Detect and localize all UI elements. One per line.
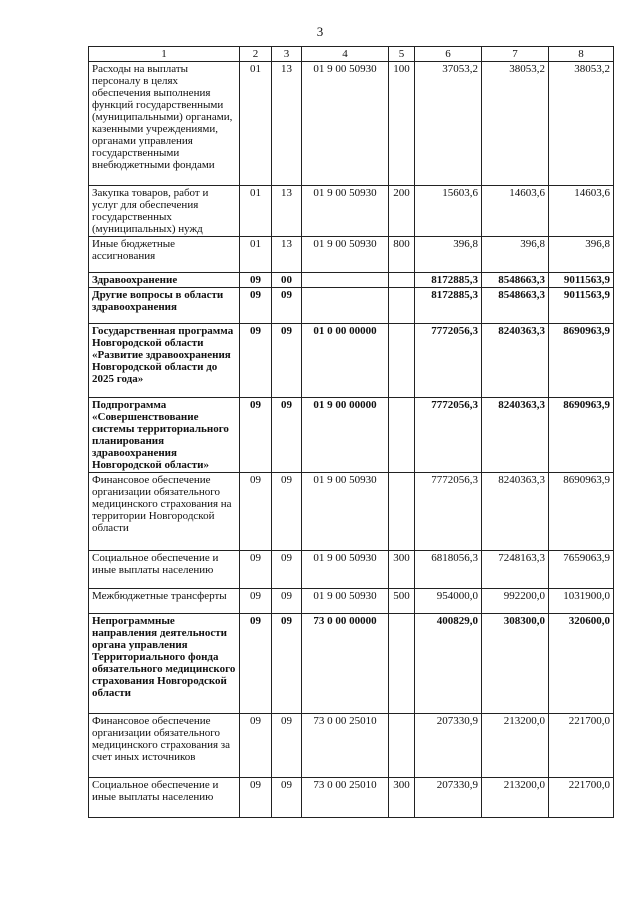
subsection-code-cell: 09	[272, 778, 302, 818]
column-header: 1	[89, 47, 240, 62]
budget-table	[88, 46, 614, 818]
subsection-code-cell: 09	[272, 614, 302, 714]
value-year3-cell: 320600,0	[549, 614, 614, 714]
expense-type-cell: 800	[389, 237, 415, 273]
value-year1-cell: 8172885,3	[415, 273, 482, 288]
expense-type-cell: 300	[389, 778, 415, 818]
subsection-code-cell: 09	[272, 589, 302, 614]
table-row	[89, 778, 614, 818]
target-article-cell	[302, 288, 389, 324]
value-year3-cell: 396,8	[549, 237, 614, 273]
expense-type-cell: 100	[389, 62, 415, 186]
subsection-code-cell: 13	[272, 62, 302, 186]
target-article-cell: 01 9 00 50930	[302, 473, 389, 551]
row-name-cell: Иные бюджетные ассигнования	[89, 237, 240, 273]
row-name-cell: Подпрограмма «Совершенствование системы территориального планирования здравоохранения Новгородской области»	[89, 398, 240, 473]
value-year1-cell: 207330,9	[415, 714, 482, 778]
value-year1-cell: 7772056,3	[415, 398, 482, 473]
subsection-code-cell: 00	[272, 273, 302, 288]
row-name-cell: Расходы на выплаты персоналу в целях обеспечения выполнения функций государственными (муниципальными) органами, казенными учреждениями, органами управления государственными внебюджетными фондами	[89, 62, 240, 186]
value-year2-cell: 8548663,3	[482, 288, 549, 324]
target-article-cell: 73 0 00 00000	[302, 614, 389, 714]
table-row	[89, 186, 614, 237]
value-year3-cell: 1031900,0	[549, 589, 614, 614]
value-year2-cell: 396,8	[482, 237, 549, 273]
value-year2-cell: 8240363,3	[482, 324, 549, 398]
value-year1-cell: 7772056,3	[415, 473, 482, 551]
value-year3-cell: 221700,0	[549, 714, 614, 778]
expense-type-cell	[389, 398, 415, 473]
table-row	[89, 398, 614, 473]
target-article-cell: 01 9 00 00000	[302, 398, 389, 473]
subsection-code-cell: 09	[272, 714, 302, 778]
value-year3-cell: 9011563,9	[549, 273, 614, 288]
value-year2-cell: 8240363,3	[482, 398, 549, 473]
expense-type-cell	[389, 324, 415, 398]
table-row	[89, 288, 614, 324]
row-name-cell: Финансовое обеспечение организации обязательного медицинского страхования на территории Новгородской области	[89, 473, 240, 551]
value-year2-cell: 7248163,3	[482, 551, 549, 589]
subsection-code-cell: 09	[272, 551, 302, 589]
expense-type-cell	[389, 714, 415, 778]
value-year3-cell: 8690963,9	[549, 398, 614, 473]
target-article-cell: 01 9 00 50930	[302, 237, 389, 273]
section-code-cell: 09	[240, 714, 272, 778]
section-code-cell: 09	[240, 273, 272, 288]
value-year1-cell: 37053,2	[415, 62, 482, 186]
section-code-cell: 01	[240, 62, 272, 186]
row-name-cell: Закупка товаров, работ и услуг для обеспечения государственных (муниципальных) нужд	[89, 186, 240, 237]
row-name-cell: Другие вопросы в области здравоохранения	[89, 288, 240, 324]
target-article-cell: 01 9 00 50930	[302, 589, 389, 614]
value-year3-cell: 7659063,9	[549, 551, 614, 589]
value-year3-cell: 8690963,9	[549, 324, 614, 398]
table-row	[89, 473, 614, 551]
subsection-code-cell: 09	[272, 324, 302, 398]
table-row	[89, 324, 614, 398]
subsection-code-cell: 09	[272, 473, 302, 551]
table-header-row	[89, 47, 614, 62]
row-name-cell: Социальное обеспечение и иные выплаты населению	[89, 778, 240, 818]
row-name-cell: Непрограммные направления деятельности органа управления Территориального фонда обязательного медицинского страхования Новгородской области	[89, 614, 240, 714]
row-name-cell: Межбюджетные трансферты	[89, 589, 240, 614]
value-year2-cell: 8548663,3	[482, 273, 549, 288]
subsection-code-cell: 13	[272, 237, 302, 273]
expense-type-cell	[389, 273, 415, 288]
value-year2-cell: 308300,0	[482, 614, 549, 714]
column-header: 2	[240, 47, 272, 62]
subsection-code-cell: 13	[272, 186, 302, 237]
table-row	[89, 237, 614, 273]
row-name-cell: Здравоохранение	[89, 273, 240, 288]
page-number: 3	[316, 24, 324, 39]
section-code-cell: 09	[240, 551, 272, 589]
value-year2-cell: 213200,0	[482, 714, 549, 778]
value-year3-cell: 38053,2	[549, 62, 614, 186]
expense-type-cell: 500	[389, 589, 415, 614]
section-code-cell: 01	[240, 186, 272, 237]
target-article-cell: 01 9 00 50930	[302, 186, 389, 237]
table-body	[89, 47, 614, 818]
column-header: 5	[389, 47, 415, 62]
subsection-code-cell: 09	[272, 398, 302, 473]
value-year1-cell: 207330,9	[415, 778, 482, 818]
value-year2-cell: 38053,2	[482, 62, 549, 186]
table-row	[89, 614, 614, 714]
expense-type-cell: 200	[389, 186, 415, 237]
expense-type-cell	[389, 473, 415, 551]
value-year3-cell: 9011563,9	[549, 288, 614, 324]
column-header: 3	[272, 47, 302, 62]
section-code-cell: 09	[240, 473, 272, 551]
value-year2-cell: 14603,6	[482, 186, 549, 237]
table-row	[89, 273, 614, 288]
row-name-cell: Финансовое обеспечение организации обязательного медицинского страхования за счет иных источников	[89, 714, 240, 778]
expense-type-cell	[389, 614, 415, 714]
value-year1-cell: 7772056,3	[415, 324, 482, 398]
expense-type-cell: 300	[389, 551, 415, 589]
target-article-cell: 01 0 00 00000	[302, 324, 389, 398]
section-code-cell: 09	[240, 288, 272, 324]
value-year1-cell: 8172885,3	[415, 288, 482, 324]
column-header: 4	[302, 47, 389, 62]
table-row	[89, 589, 614, 614]
target-article-cell: 73 0 00 25010	[302, 714, 389, 778]
value-year1-cell: 400829,0	[415, 614, 482, 714]
section-code-cell: 09	[240, 324, 272, 398]
target-article-cell: 01 9 00 50930	[302, 551, 389, 589]
expense-type-cell	[389, 288, 415, 324]
subsection-code-cell: 09	[272, 288, 302, 324]
section-code-cell: 01	[240, 237, 272, 273]
value-year2-cell: 213200,0	[482, 778, 549, 818]
value-year1-cell: 954000,0	[415, 589, 482, 614]
value-year3-cell: 221700,0	[549, 778, 614, 818]
target-article-cell: 73 0 00 25010	[302, 778, 389, 818]
row-name-cell: Социальное обеспечение и иные выплаты населению	[89, 551, 240, 589]
column-header: 7	[482, 47, 549, 62]
value-year3-cell: 14603,6	[549, 186, 614, 237]
table-row	[89, 62, 614, 186]
section-code-cell: 09	[240, 778, 272, 818]
column-header: 6	[415, 47, 482, 62]
value-year2-cell: 8240363,3	[482, 473, 549, 551]
value-year1-cell: 15603,6	[415, 186, 482, 237]
value-year2-cell: 992200,0	[482, 589, 549, 614]
row-name-cell: Государственная программа Новгородской области «Развитие здравоохранения Новгородской области до 2025 года»	[89, 324, 240, 398]
table-row	[89, 714, 614, 778]
table-row	[89, 551, 614, 589]
section-code-cell: 09	[240, 398, 272, 473]
value-year3-cell: 8690963,9	[549, 473, 614, 551]
value-year1-cell: 396,8	[415, 237, 482, 273]
section-code-cell: 09	[240, 589, 272, 614]
value-year1-cell: 6818056,3	[415, 551, 482, 589]
target-article-cell	[302, 273, 389, 288]
column-header: 8	[549, 47, 614, 62]
section-code-cell: 09	[240, 614, 272, 714]
target-article-cell: 01 9 00 50930	[302, 62, 389, 186]
